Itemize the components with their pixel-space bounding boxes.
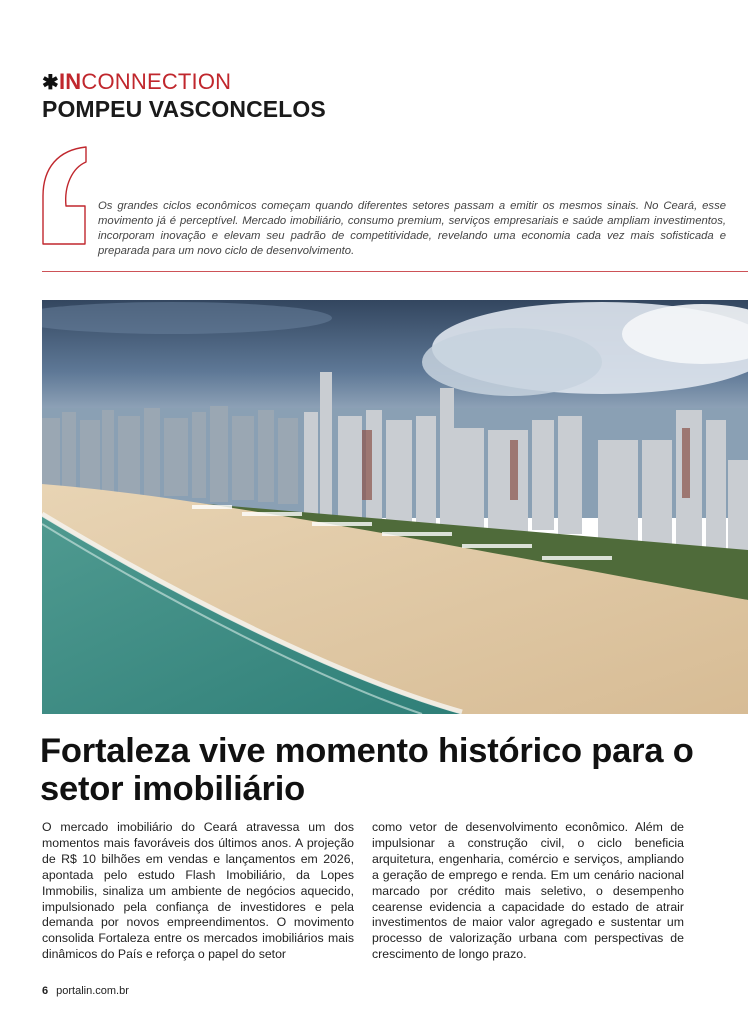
page-number: 6 — [42, 985, 49, 997]
site-url: portalin.com.br — [56, 985, 129, 997]
author-name: POMPEU VASCONCELOS — [42, 96, 326, 122]
divider — [42, 271, 748, 272]
quote-mark-icon — [40, 144, 90, 248]
column-name: CONNECTION — [81, 69, 232, 94]
article-headline: Fortaleza vive momento histórico para o setor imobiliário — [40, 732, 694, 808]
quote-text: Os grandes ciclos econômicos começam quando diferentes setores passam a emitir os mesmos sinais. No Ceará, esse movimento já é perceptível. Mercado imobiliário, consumo premium, serviços empresariais e saúde ampliam investimentos, incorporam inovação e elevam seu padrão de competitividade, revelando uma economia cada vez mais sofisticada e preparada para um novo ciclo de desenvolvimento. — [98, 200, 726, 258]
fortaleza-aerial-photo — [42, 300, 748, 714]
pull-quote — [40, 144, 726, 258]
article-column-2: como vetor de desenvolvimento econômico. Além de impulsionar a construção civil, o ciclo beneficia arquitetura, engenharia, comércio e serviços, ampliando a geração de emprego e renda. Em um cenário nacional marcado por crédito mais seletivo, o desempenho cearense evidencia a capacidade do estado de atrair investimentos de maior valor agregado e sustentar um processo de valorização urbana com perspectivas de crescimento de longo prazo. — [372, 820, 684, 962]
article-column-1: O mercado imobiliário do Ceará atravessa um dos momentos mais favoráveis dos últimos anos. A projeção de R$ 10 bilhões em vendas e lançamentos em 2026, apontada pelo estudo Flash Imobiliário, da Lopes Immobilis, sinaliza um ambiente de negócios aquecido, impulsionado pela confiança de investidores e pela demanda por novos empreendimentos. O movimento consolida Fortaleza entre os mercados imobiliários mais dinâmicos do País e reforça o papel do setor — [42, 820, 354, 962]
column-header — [42, 70, 326, 122]
page-footer — [42, 985, 129, 997]
star-icon: ✱ — [42, 72, 59, 94]
column-kicker — [42, 70, 326, 95]
column-prefix: IN — [58, 69, 82, 94]
